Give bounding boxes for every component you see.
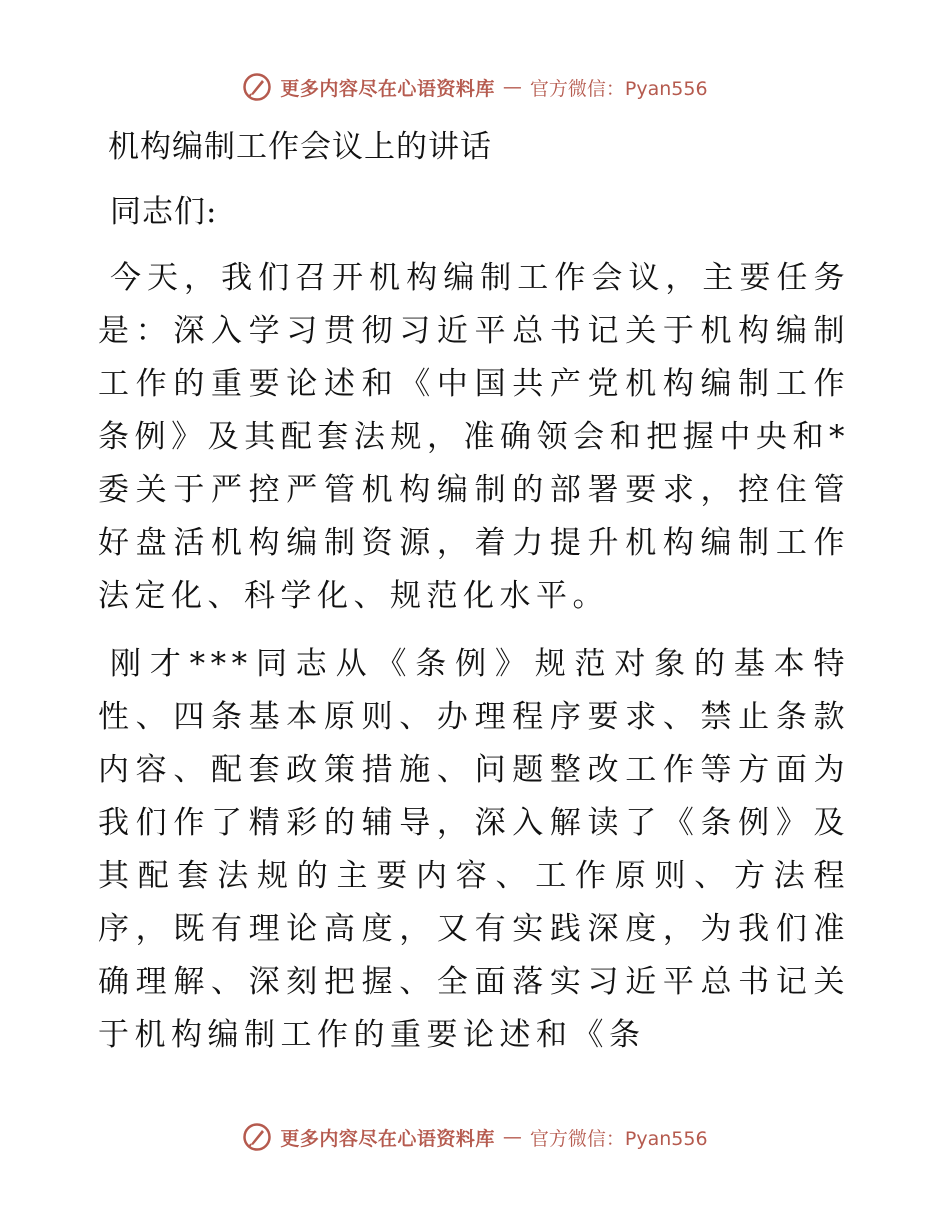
watermark-separator: — [502,76,522,98]
quill-circle-logo-icon [242,72,272,102]
paragraph-1: 今天，我们召开机构编制工作会议，主要任务是：深入学习贯彻习近平总书记关于机构编制工作的重要论述和《中国共产党机构编制工作条例》及其配套法规，准确领会和把握中央和*委关于严控严管机构编制的部署要求，控住管好盘活机构编制资源，着力提升机构编制工作法定化、科学化、规范化水平。 [98,260,850,614]
quill-circle-logo-icon [242,1122,272,1152]
document-body [98,122,850,1077]
watermark-text: 更多内容尽在心语资料库 [280,1127,495,1150]
salutation: 同志们: [110,194,218,230]
watermark-contact: 官方微信：Pyan556 [529,77,708,100]
document-title: 机构编制工作会议上的讲话 [108,129,492,165]
footer-watermark [0,1122,950,1152]
watermark-separator: — [502,1126,522,1148]
watermark-text: 更多内容尽在心语资料库 [280,77,495,100]
watermark-contact: 官方微信：Pyan556 [529,1127,708,1150]
header-watermark [0,72,950,102]
paragraph-2: 刚才***同志从《条例》规范对象的基本特性、四条基本原则、办理程序要求、禁止条款内容、配套政策措施、问题整改工作等方面为我们作了精彩的辅导，深入解读了《条例》及其配套法规的主要内容、工作原则、方法程序，既有理论高度，又有实践深度，为我们准确理解、深刻把握、全面落实习近平总书记关于机构编制工作的重要论述和《条 [98,646,850,1053]
